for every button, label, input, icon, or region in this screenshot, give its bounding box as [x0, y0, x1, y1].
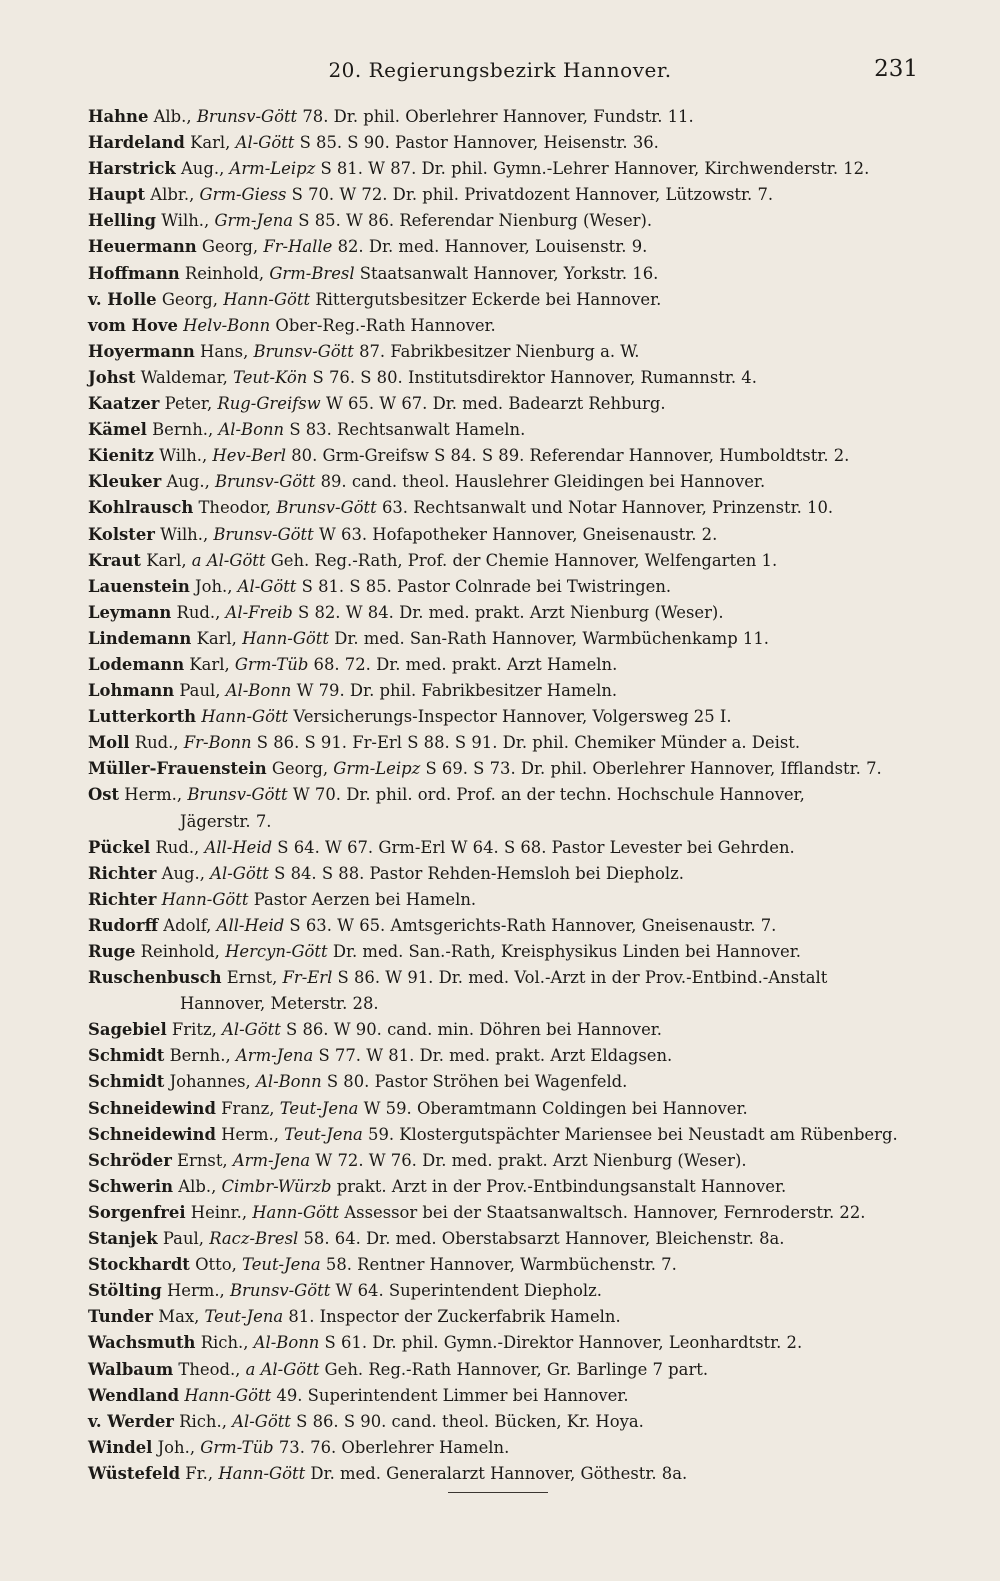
entry-details: S 86. W 90. cand. min. Döhren bei Hannover.: [286, 1020, 663, 1040]
entry-details: Staatsanwalt Hannover, Yorkstr. 16.: [359, 263, 659, 283]
entry-association: Hann-Gött: [218, 1463, 306, 1483]
entry-given-name: Paul,: [179, 681, 221, 701]
directory-entry: [88, 1017, 926, 1043]
entry-given-name: Ernst,: [226, 968, 278, 988]
entry-details: S 76. S 80. Institutsdirektor Hannover, Rumannstr. 4.: [312, 367, 757, 387]
entry-association: Al-Bonn: [225, 681, 292, 701]
entry-surname: Harstrick: [88, 159, 176, 179]
entry-details: 58. 64. Dr. med. Oberstabsarzt Hannover, Bleichenstr. 8a.: [303, 1229, 785, 1249]
entry-details: S 61. Dr. phil. Gymn.-Direktor Hannover, Leonhardtstr. 2.: [324, 1333, 803, 1353]
entry-surname: Lauenstein: [88, 576, 190, 596]
entry-given-name: Bernh.,: [152, 420, 214, 440]
entry-surname: Lodemann: [88, 654, 185, 674]
entry-association: Helv-Bonn: [183, 315, 271, 335]
entry-details: S 80. Pastor Ströhen bei Wagenfeld.: [326, 1072, 628, 1092]
entry-given-name: Georg,: [271, 759, 329, 779]
entry-given-name: Paul,: [162, 1229, 204, 1249]
entry-surname: Stockhardt: [88, 1255, 190, 1275]
entry-details: prakt. Arzt in der Prov.-Entbindungsanstalt Hannover.: [336, 1176, 787, 1196]
entry-given-name: Albr.,: [150, 185, 195, 205]
entry-details: 78. Dr. phil. Oberlehrer Hannover, Fundstr. 11.: [302, 107, 694, 126]
entry-association: Arm-Jena: [235, 1046, 314, 1066]
entry-association: Brunsv-Gött: [215, 472, 316, 492]
entry-surname: Stanjek: [88, 1229, 158, 1249]
entry-details: S 81. S 85. Pastor Colnrade bei Twistringen.: [301, 576, 672, 596]
entry-surname: vom Hove: [88, 315, 178, 335]
directory-entry: [88, 365, 926, 391]
entry-given-name: Aug.,: [180, 159, 225, 179]
directory-entry: [88, 104, 926, 130]
entry-association: Brunsv-Gött: [213, 524, 314, 544]
entry-association: Al-Bonn: [255, 1072, 322, 1092]
entry-association: All-Heid: [204, 837, 273, 857]
entry-given-name: Karl,: [190, 133, 231, 153]
entry-details: S 85. S 90. Pastor Hannover, Heisenstr. 36.: [299, 133, 659, 153]
entry-association: Brunsv-Gött: [276, 498, 377, 518]
entry-given-name: Rich.,: [200, 1333, 249, 1353]
directory-entry: [88, 182, 926, 208]
entry-details: W 64. Superintendent Diepholz.: [335, 1281, 602, 1301]
entry-given-name: Rud.,: [155, 837, 200, 857]
entry-given-name: Alb.,: [153, 107, 192, 126]
directory-entry: [88, 1069, 926, 1095]
entry-association: Al-Freib: [225, 602, 293, 622]
directory-entry: [88, 1096, 926, 1122]
entry-details: S 86. S 91. Fr-Erl S 88. S 91. Dr. phil. Chemiker Münder a. Deist.: [256, 733, 801, 753]
entry-association: Al-Bonn: [253, 1333, 320, 1353]
entry-given-name: Karl,: [196, 628, 237, 648]
entry-association: Hann-Gött: [223, 289, 311, 309]
entry-details-continued: Jägerstr. 7.: [180, 811, 272, 831]
entry-given-name: Herm.,: [124, 785, 183, 805]
entry-details: S 63. W 65. Amtsgerichts-Rath Hannover, Gneisenaustr. 7.: [289, 915, 777, 935]
directory-entry: [88, 1304, 926, 1330]
entry-association: Arm-Jena: [232, 1150, 311, 1170]
entry-given-name: Wilh.,: [159, 446, 208, 466]
entry-association: Hann-Gött: [161, 889, 249, 909]
entry-details: S 85. W 86. Referendar Nienburg (Weser).: [298, 211, 653, 231]
entry-details: 81. Inspector der Zuckerfabrik Hameln.: [288, 1307, 621, 1327]
entry-given-name: Waldemar,: [140, 367, 228, 387]
directory-entry: [88, 1174, 926, 1200]
entry-given-name: Rud.,: [176, 602, 221, 622]
entry-association: Cimbr-Würzb: [221, 1176, 332, 1196]
entry-details: Ober-Reg.-Rath Hannover.: [275, 315, 496, 335]
entry-surname: Ost: [88, 785, 120, 805]
entry-details: Rittergutsbesitzer Eckerde bei Hannover.: [315, 289, 662, 309]
directory-entry: [88, 965, 926, 1017]
entry-surname: Schneidewind: [88, 1124, 216, 1144]
entry-surname: Kraut: [88, 550, 141, 570]
entry-surname: Wendland: [88, 1385, 180, 1405]
entry-surname: Richter: [88, 889, 157, 909]
entry-surname: v. Werder: [88, 1411, 174, 1431]
entry-surname: Lutterkorth: [88, 707, 197, 727]
entry-surname: Tunder: [88, 1307, 154, 1327]
running-title: 20. Regierungsbezirk Hannover.: [328, 58, 672, 82]
entry-association: Hev-Berl: [212, 446, 287, 466]
entry-details: S 70. W 72. Dr. phil. Privatdozent Hannover, Lützowstr. 7.: [291, 185, 774, 205]
entry-surname: Wachsmuth: [88, 1333, 196, 1353]
entry-association: Hercyn-Gött: [225, 942, 328, 961]
entry-association: Teut-Jena: [242, 1255, 321, 1275]
directory-entry: [88, 1435, 926, 1461]
directory-entry: [88, 782, 926, 834]
entry-association: Hann-Gött: [242, 628, 329, 648]
entry-given-name: Rich.,: [179, 1411, 227, 1431]
entry-given-name: Georg,: [201, 237, 259, 257]
entry-details: Dr. med. Generalarzt Hannover, Göthestr. 8a.: [310, 1463, 688, 1483]
entry-details: 82. Dr. med. Hannover, Louisenstr. 9.: [337, 237, 648, 257]
entry-surname: Schwerin: [88, 1176, 174, 1196]
entry-given-name: Adolf,: [163, 915, 212, 935]
directory-entry: [88, 1330, 926, 1356]
entry-association: Fr-Bonn: [183, 733, 252, 753]
directory-entry: [88, 704, 926, 730]
directory-entry: [88, 1461, 926, 1487]
entry-association: Grm-Leipz: [333, 759, 421, 779]
entry-given-name: Aug.,: [166, 472, 210, 492]
page-header: [0, 52, 1000, 92]
directory-entry: [88, 495, 926, 521]
entry-surname: v. Holle: [88, 289, 157, 309]
entry-association: Hann-Gött: [252, 1202, 340, 1222]
entry-given-name: Otto,: [195, 1255, 237, 1275]
entry-association: Brunsv-Gött: [229, 1281, 331, 1301]
entry-surname: Stölting: [88, 1281, 162, 1301]
entry-details: W 65. W 67. Dr. med. Badearzt Rehburg.: [325, 394, 666, 414]
entry-association: Brunsv-Gött: [187, 785, 288, 805]
directory-entry: [88, 574, 926, 600]
entry-association: Al-Gött: [232, 1411, 291, 1431]
page-number: 231: [874, 56, 918, 82]
entry-association: Fr-Halle: [263, 237, 333, 257]
entry-details: 59. Klostergutspächter Mariensee bei Neustadt am Rübenberg.: [368, 1124, 898, 1144]
entry-surname: Kleuker: [88, 472, 162, 492]
entry-surname: Hardeland: [88, 133, 185, 153]
directory-entry: [88, 835, 926, 861]
entry-surname: Kienitz: [88, 446, 154, 466]
entry-surname: Kämel: [88, 420, 147, 440]
entry-surname: Pückel: [88, 837, 151, 857]
entry-details: 68. 72. Dr. med. prakt. Arzt Hameln.: [313, 654, 618, 674]
entry-association: Hann-Gött: [184, 1385, 272, 1405]
entry-given-name: Fr.,: [185, 1463, 214, 1483]
directory-entry: [88, 678, 926, 704]
directory-entry: [88, 469, 926, 495]
directory-entry: [88, 1409, 926, 1435]
directory-entry: [88, 261, 926, 287]
entry-details: W 63. Hofapotheker Hannover, Gneisenaustr. 2.: [318, 524, 718, 544]
entry-details: 58. Rentner Hannover, Warmbüchenstr. 7.: [325, 1255, 677, 1275]
entry-details: S 81. W 87. Dr. phil. Gymn.-Lehrer Hannover, Kirchwenderstr. 12.: [320, 159, 870, 179]
entry-details: 89. cand. theol. Hauslehrer Gleidingen bei Hannover.: [320, 472, 766, 492]
entry-surname: Moll: [88, 733, 130, 753]
entry-association: Fr-Erl: [282, 968, 333, 988]
directory-entry: [88, 913, 926, 939]
directory-entry: [88, 391, 926, 417]
entry-details: 63. Rechtsanwalt und Notar Hannover, Prinzenstr. 10.: [381, 498, 834, 518]
entry-details: W 72. W 76. Dr. med. prakt. Arzt Nienburg (Weser).: [315, 1150, 747, 1170]
entry-given-name: Theodor,: [198, 498, 272, 518]
directory-entry: [88, 939, 926, 965]
entry-given-name: Karl,: [189, 654, 230, 674]
entry-details: Geh. Reg.-Rath Hannover, Gr. Barlinge 7 part.: [324, 1359, 709, 1379]
entry-surname: Lindemann: [88, 628, 192, 648]
entry-given-name: Franz,: [221, 1098, 275, 1118]
entry-details-continued: Hannover, Meterstr. 28.: [180, 994, 379, 1014]
entry-association: Grm-Giess: [199, 185, 287, 205]
entry-given-name: Theod.,: [178, 1359, 241, 1379]
entry-association: Rug-Greifsw: [217, 394, 321, 414]
entry-details: Dr. med. San-Rath Hannover, Warmbüchenkamp 11.: [334, 628, 769, 648]
entry-given-name: Reinhold,: [184, 263, 265, 283]
entry-given-name: Rud.,: [134, 733, 179, 753]
directory-entry: [88, 1252, 926, 1278]
entry-surname: Sorgenfrei: [88, 1202, 186, 1222]
entry-association: Grm-Tüb: [234, 654, 309, 674]
entry-surname: Schmidt: [88, 1072, 165, 1092]
directory-entry: [88, 313, 926, 339]
entry-details: S 64. W 67. Grm-Erl W 64. S 68. Pastor Levester bei Gehrden.: [277, 837, 795, 857]
entry-association: Teut-Jena: [204, 1307, 284, 1327]
entry-surname: Walbaum: [88, 1359, 174, 1379]
entry-details: S 86. W 91. Dr. med. Vol.-Arzt in der Prov.-Entbind.-Anstalt: [337, 968, 828, 988]
directory-entry: [88, 1200, 926, 1226]
entry-surname: Schröder: [88, 1150, 172, 1170]
entry-surname: Leymann: [88, 602, 172, 622]
entry-surname: Kaatzer: [88, 394, 160, 414]
entry-surname: Heuermann: [88, 237, 197, 257]
directory-entry: [88, 861, 926, 887]
entry-surname: Schneidewind: [88, 1098, 216, 1118]
entry-given-name: Ernst,: [177, 1150, 228, 1170]
entry-surname: Kolster: [88, 524, 155, 544]
entry-association: Grm-Tüb: [200, 1437, 274, 1457]
entry-association: All-Heid: [216, 915, 285, 935]
entry-details: S 83. Rechtsanwalt Hameln.: [289, 420, 526, 440]
entry-association: Grm-Bresl: [269, 263, 355, 283]
entry-given-name: Wilh.,: [161, 211, 210, 231]
entry-details: Assessor bei der Staatsanwaltsch. Hannover, Fernroderstr. 22.: [344, 1202, 866, 1222]
entry-details: 80. Grm-Greifsw S 84. S 89. Referendar Hannover, Humboldtstr. 2.: [291, 446, 850, 466]
entry-association: Brunsv-Gött: [196, 107, 298, 126]
directory-entry: [88, 130, 926, 156]
directory-entry: [88, 443, 926, 469]
entry-given-name: Peter,: [164, 394, 213, 414]
entry-given-name: Herm.,: [166, 1281, 225, 1301]
directory-entry: [88, 339, 926, 365]
entry-association: Teut-Kön: [233, 367, 308, 387]
entry-given-name: Hans,: [200, 341, 249, 361]
entry-details: S 69. S 73. Dr. phil. Oberlehrer Hannover, Ifflandstr. 7.: [425, 759, 882, 779]
entry-given-name: Max,: [158, 1307, 200, 1327]
directory-entry: [88, 417, 926, 443]
entry-association: a Al-Gött: [191, 550, 266, 570]
entry-details: Pastor Aerzen bei Hameln.: [253, 889, 477, 909]
entry-details: W 59. Oberamtmann Coldingen bei Hannover.: [363, 1098, 748, 1118]
entry-surname: Rudorff: [88, 915, 159, 935]
entry-association: Teut-Jena: [279, 1098, 359, 1118]
entry-association: Teut-Jena: [284, 1124, 363, 1144]
entry-surname: Johst: [88, 367, 136, 387]
directory-entry: [88, 887, 926, 913]
directory-entry: [88, 756, 926, 782]
entry-association: Al-Gött: [222, 1020, 281, 1040]
entry-association: Grm-Jena: [214, 211, 294, 231]
directory-entry: [88, 1357, 926, 1383]
entry-given-name: Joh.,: [157, 1437, 196, 1457]
entry-given-name: Reinhold,: [140, 942, 220, 961]
directory-entry: [88, 1226, 926, 1252]
directory-entry: [88, 522, 926, 548]
entry-surname: Ruschenbusch: [88, 968, 222, 988]
entry-given-name: Joh.,: [195, 576, 233, 596]
entry-association: Al-Gött: [210, 863, 269, 883]
directory-entry: [88, 730, 926, 756]
entry-surname: Helling: [88, 211, 156, 231]
entry-association: Racz-Bresl: [209, 1229, 299, 1249]
directory-entry: [88, 1278, 926, 1304]
entry-association: Al-Gött: [237, 576, 297, 596]
entry-surname: Hahne: [88, 107, 149, 126]
entry-surname: Hoyermann: [88, 341, 195, 361]
entry-association: Brunsv-Gött: [253, 341, 354, 361]
closing-rule: [448, 1492, 548, 1493]
directory-entry: [88, 1148, 926, 1174]
entry-surname: Wüstefeld: [88, 1463, 181, 1483]
entry-association: Hann-Gött: [201, 707, 289, 727]
directory-entry: [88, 626, 926, 652]
directory-entry: [88, 234, 926, 260]
entry-details: 73. 76. Oberlehrer Hameln.: [278, 1437, 510, 1457]
entry-given-name: Aug.,: [161, 863, 205, 883]
entry-given-name: Alb.,: [178, 1176, 217, 1196]
entry-details: W 70. Dr. phil. ord. Prof. an der techn. Hochschule Hannover,: [292, 785, 805, 805]
entry-details: S 86. S 90. cand. theol. Bücken, Kr. Hoya.: [296, 1411, 644, 1431]
directory-entry: [88, 548, 926, 574]
directory-entry: [88, 1043, 926, 1069]
entry-given-name: Georg,: [161, 289, 219, 309]
entry-association: a Al-Gött: [245, 1359, 320, 1379]
entry-association: Arm-Leipz: [229, 159, 316, 179]
entry-association: Al-Bonn: [218, 420, 285, 440]
entry-details: Geh. Reg.-Rath, Prof. der Chemie Hannover, Welfengarten 1.: [270, 550, 778, 570]
entry-surname: Windel: [88, 1437, 153, 1457]
entry-given-name: Johannes,: [169, 1072, 251, 1092]
entry-details: S 84. S 88. Pastor Rehden-Hemsloh bei Diepholz.: [274, 863, 684, 883]
entry-details: Dr. med. San.-Rath, Kreisphysikus Linden bei Hannover.: [332, 942, 801, 961]
entry-surname: Ruge: [88, 942, 136, 961]
entry-given-name: Karl,: [146, 550, 187, 570]
entry-details: 49. Superintendent Limmer bei Hannover.: [276, 1385, 629, 1405]
directory-entry: [88, 600, 926, 626]
entry-association: Al-Gött: [235, 133, 295, 153]
entry-details: Versicherungs-Inspector Hannover, Volgersweg 25 I.: [293, 707, 732, 727]
entry-given-name: Heinr.,: [190, 1202, 248, 1222]
directory-entry: [88, 156, 926, 182]
entry-surname: Lohmann: [88, 681, 175, 701]
directory-entry: [88, 208, 926, 234]
directory-entry: [88, 1383, 926, 1409]
directory-entry: [88, 652, 926, 678]
entry-surname: Schmidt: [88, 1046, 165, 1066]
entry-surname: Richter: [88, 863, 157, 883]
directory-entry: [88, 287, 926, 313]
entry-surname: Sagebiel: [88, 1020, 167, 1040]
entry-surname: Kohlrausch: [88, 498, 194, 518]
entry-surname: Hoffmann: [88, 263, 180, 283]
directory-entry: [88, 1122, 926, 1148]
entry-given-name: Wilh.,: [160, 524, 209, 544]
entry-details: S 82. W 84. Dr. med. prakt. Arzt Nienburg (Weser).: [298, 602, 724, 622]
entry-details: 87. Fabrikbesitzer Nienburg a. W.: [359, 341, 640, 361]
entry-details: W 79. Dr. phil. Fabrikbesitzer Hameln.: [296, 681, 618, 701]
entry-given-name: Fritz,: [171, 1020, 217, 1040]
entry-given-name: Bernh.,: [169, 1046, 231, 1066]
entry-surname: Müller-Frauenstein: [88, 759, 267, 779]
entry-details: S 77. W 81. Dr. med. prakt. Arzt Eldagsen.: [318, 1046, 673, 1066]
entry-given-name: Herm.,: [221, 1124, 279, 1144]
entry-surname: Haupt: [88, 185, 146, 205]
directory-list: [88, 104, 926, 1487]
